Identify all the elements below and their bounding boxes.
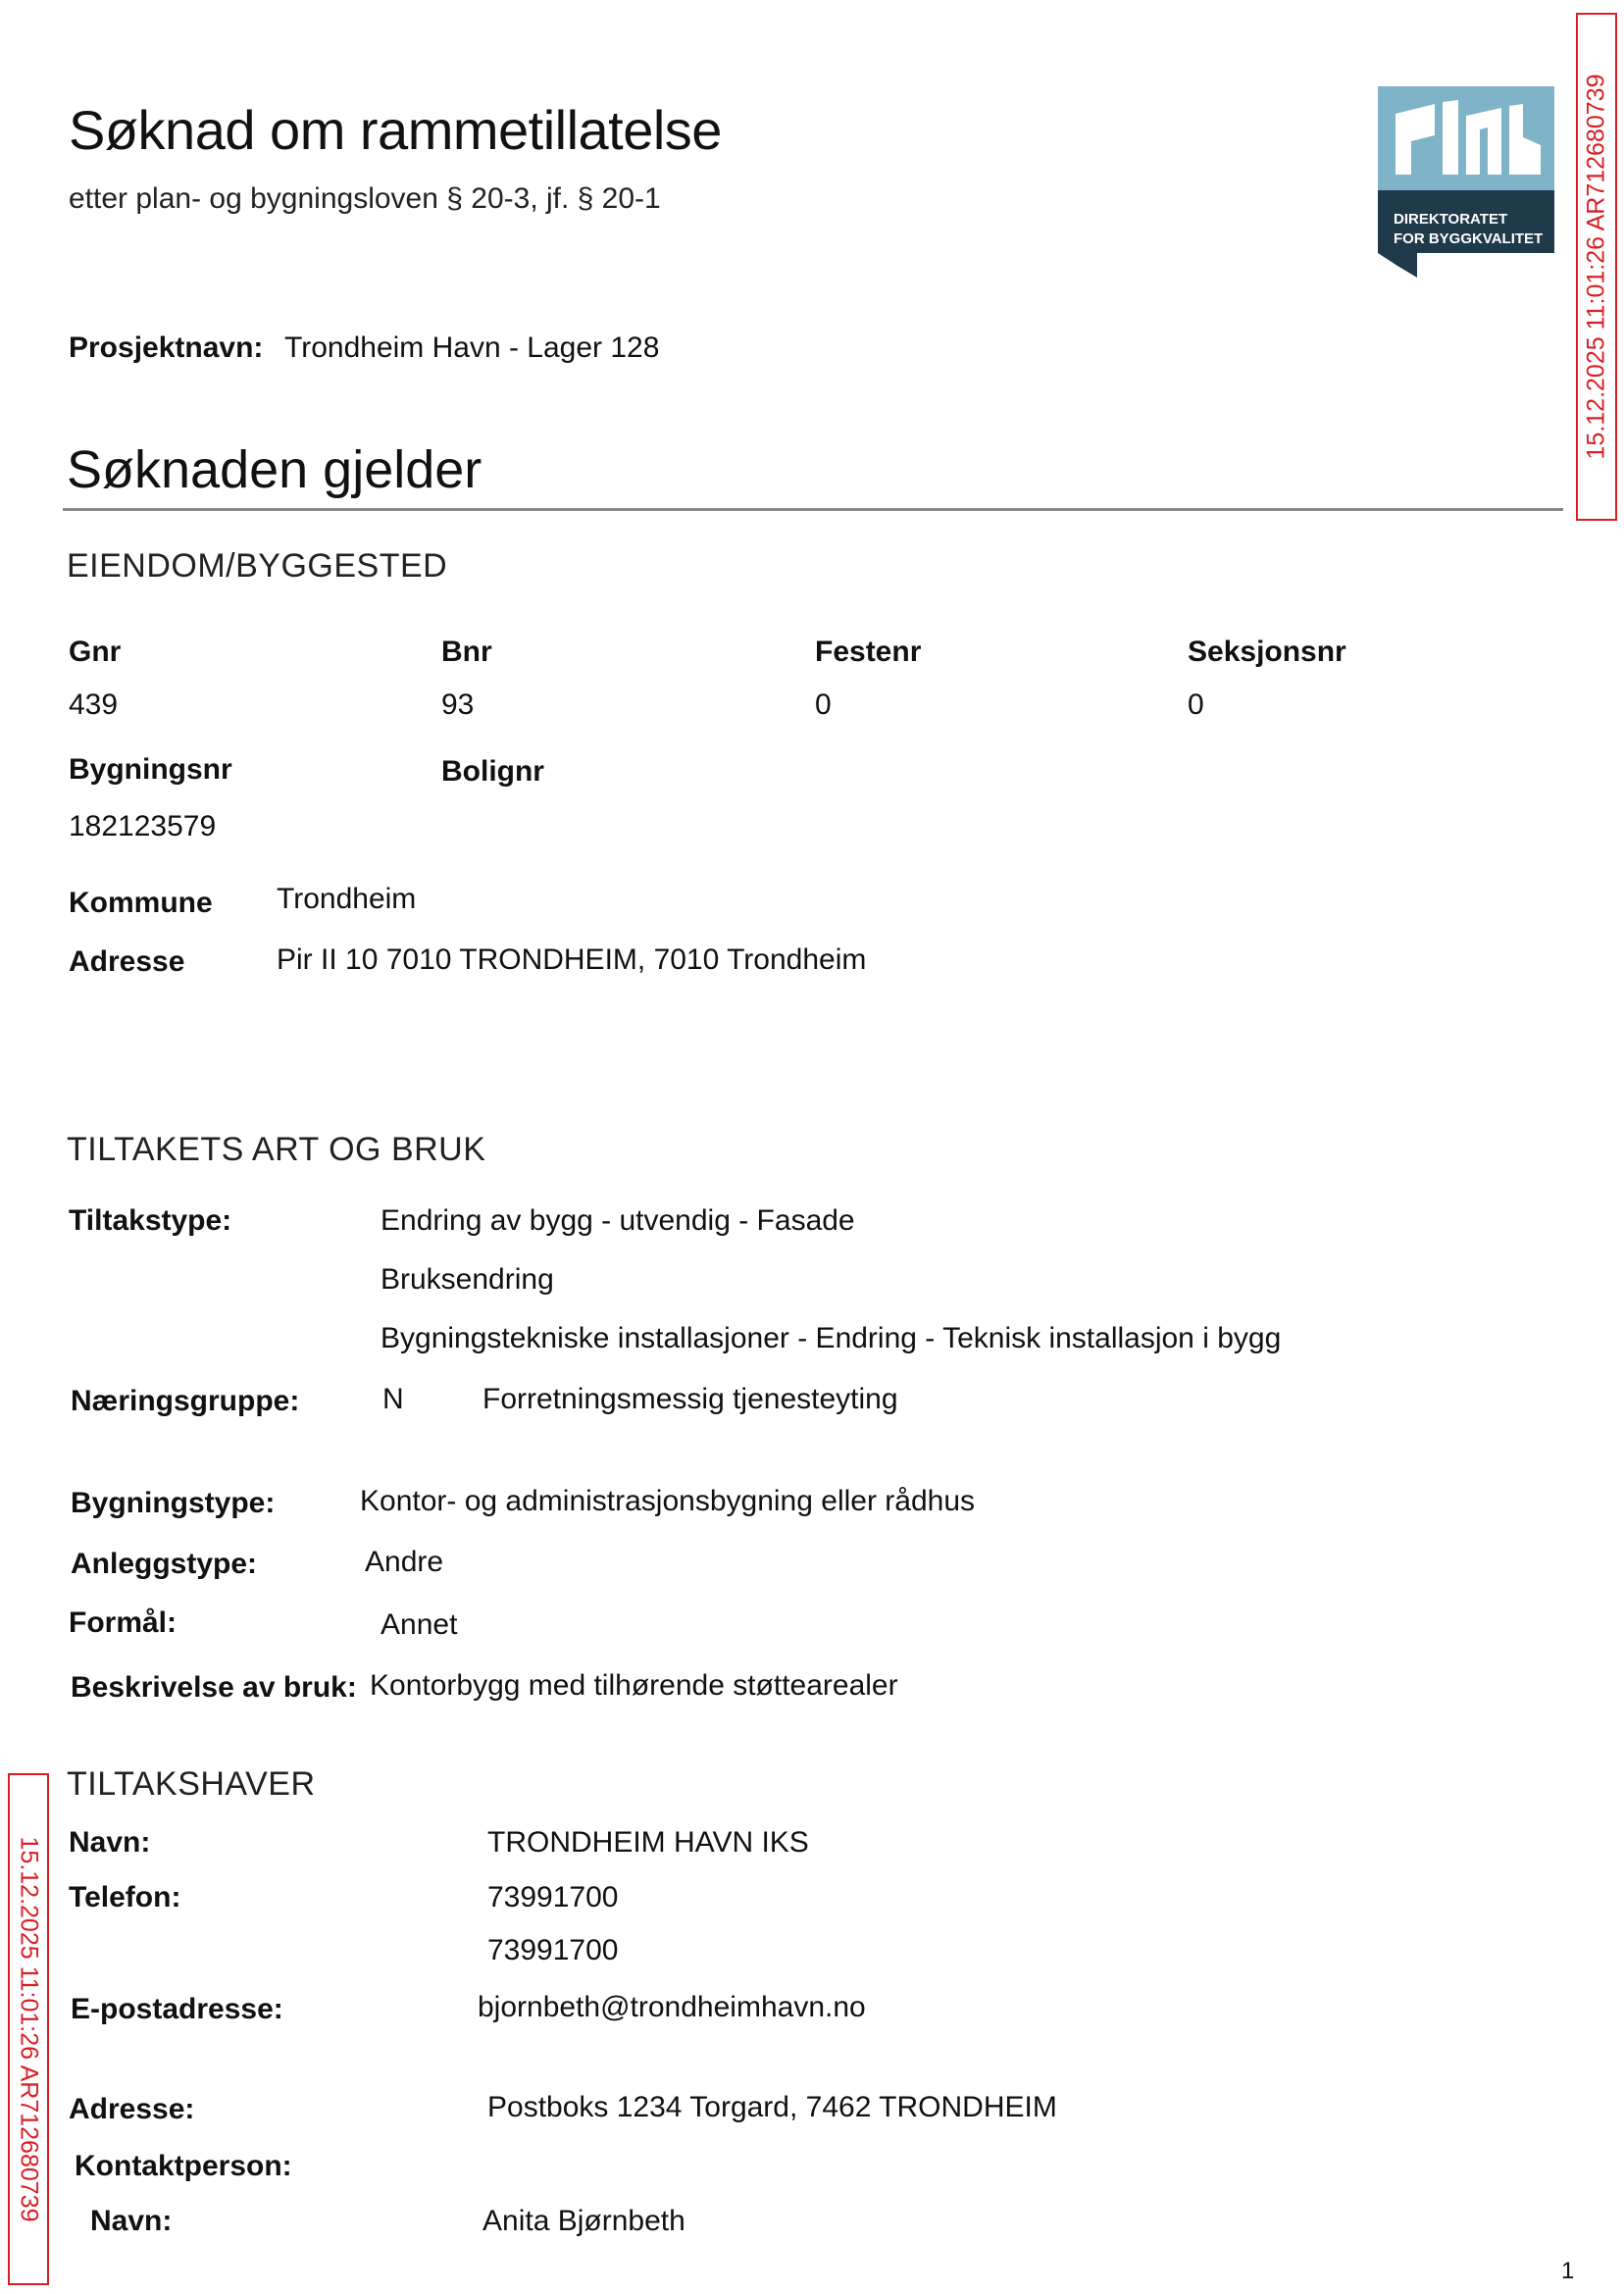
tiltakshaver-adresse-label: Adresse: [69,2093,195,2125]
gnr-value: 439 [69,688,119,721]
tiltakshaver-heading: TILTAKSHAVER [67,1765,316,1803]
gnr-label: Gnr [69,636,122,668]
page-number: 1 [1561,2258,1575,2284]
festenr-value: 0 [815,688,832,721]
tiltakstype-label: Tiltakstype: [69,1204,232,1237]
section-title: Søknaden gjelder [67,440,482,499]
eiendom-heading: EIENDOM/BYGGESTED [67,547,448,585]
bolignr-label: Bolignr [441,755,544,788]
navn-label: Navn: [69,1826,151,1859]
formal-label: Formål: [69,1606,178,1639]
formal-value: Annet [381,1608,458,1641]
beskrivelse-value: Kontorbygg med tilhørende støttearealer [370,1669,898,1702]
document-title: Søknad om rammetillatelse [69,99,722,161]
logo-text-line2: FOR BYGGKVALITET [1394,230,1544,247]
bygningsnr-label: Bygningsnr [69,753,232,786]
festenr-label: Festenr [815,636,922,668]
bygningstype-label: Bygningstype: [71,1487,276,1519]
tiltakstype-value-1: Endring av bygg - utvendig - Fasade [381,1204,855,1237]
tiltakstype-value-3: Bygningstekniske installasjoner - Endring - Teknisk installasjon i bygg [381,1322,1282,1354]
naeringsgruppe-value: Forretningsmessig tjenesteyting [482,1383,898,1415]
seksjonsnr-label: Seksjonsnr [1188,636,1346,668]
project-label: Prosjektnavn: [69,331,264,364]
epost-label: E-postadresse: [71,1993,283,2025]
kommune-value: Trondheim [277,883,417,915]
tiltak-heading: TILTAKETS ART OG BRUK [67,1131,486,1168]
telefon-value-2: 73991700 [487,1934,619,1966]
bygningsnr-value: 182123579 [69,810,217,842]
dibk-logo [1378,86,1554,278]
timestamp-stamp-left [8,1773,49,2285]
bnr-label: Bnr [441,636,492,668]
project-value: Trondheim Havn - Lager 128 [284,331,660,364]
naeringsgruppe-label: Næringsgruppe: [71,1385,300,1417]
epost-value: bjornbeth@trondheimhavn.no [478,1991,866,2023]
document-subtitle: etter plan- og bygningsloven § 20-3, jf. § 20-1 [69,182,661,215]
section-divider [63,508,1563,511]
tiltakstype-value-2: Bruksendring [381,1263,554,1296]
kontakt-navn-label: Navn: [90,2205,173,2237]
logo-text-line1: DIREKTORATET [1394,211,1508,228]
bygningstype-value: Kontor- og administrasjonsbygning eller rådhus [360,1485,976,1517]
timestamp-stamp-top [1576,13,1617,521]
kommune-label: Kommune [69,887,213,919]
tiltakshaver-adresse-value: Postboks 1234 Torgard, 7462 TRONDHEIM [487,2091,1057,2123]
seksjonsnr-value: 0 [1188,688,1204,721]
logo-graphic [1378,86,1554,278]
anleggstype-value: Andre [365,1546,444,1578]
kontaktperson-label: Kontaktperson: [75,2150,292,2182]
bnr-value: 93 [441,688,475,721]
stamp-text: 15.12.2025 11:01:26 AR712680739 [1582,74,1610,460]
stamp-text: 15.12.2025 11:01:26 AR712680739 [15,1836,43,2222]
telefon-value-1: 73991700 [487,1881,619,1913]
adresse-label: Adresse [69,945,185,978]
navn-value: TRONDHEIM HAVN IKS [487,1826,809,1859]
naeringsgruppe-code: N [382,1383,404,1415]
kontakt-navn-value: Anita Bjørnbeth [482,2205,685,2237]
adresse-value: Pir II 10 7010 TRONDHEIM, 7010 Trondheim [277,943,867,976]
beskrivelse-label: Beskrivelse av bruk: [71,1671,357,1704]
anleggstype-label: Anleggstype: [71,1548,258,1580]
telefon-label: Telefon: [69,1881,181,1913]
